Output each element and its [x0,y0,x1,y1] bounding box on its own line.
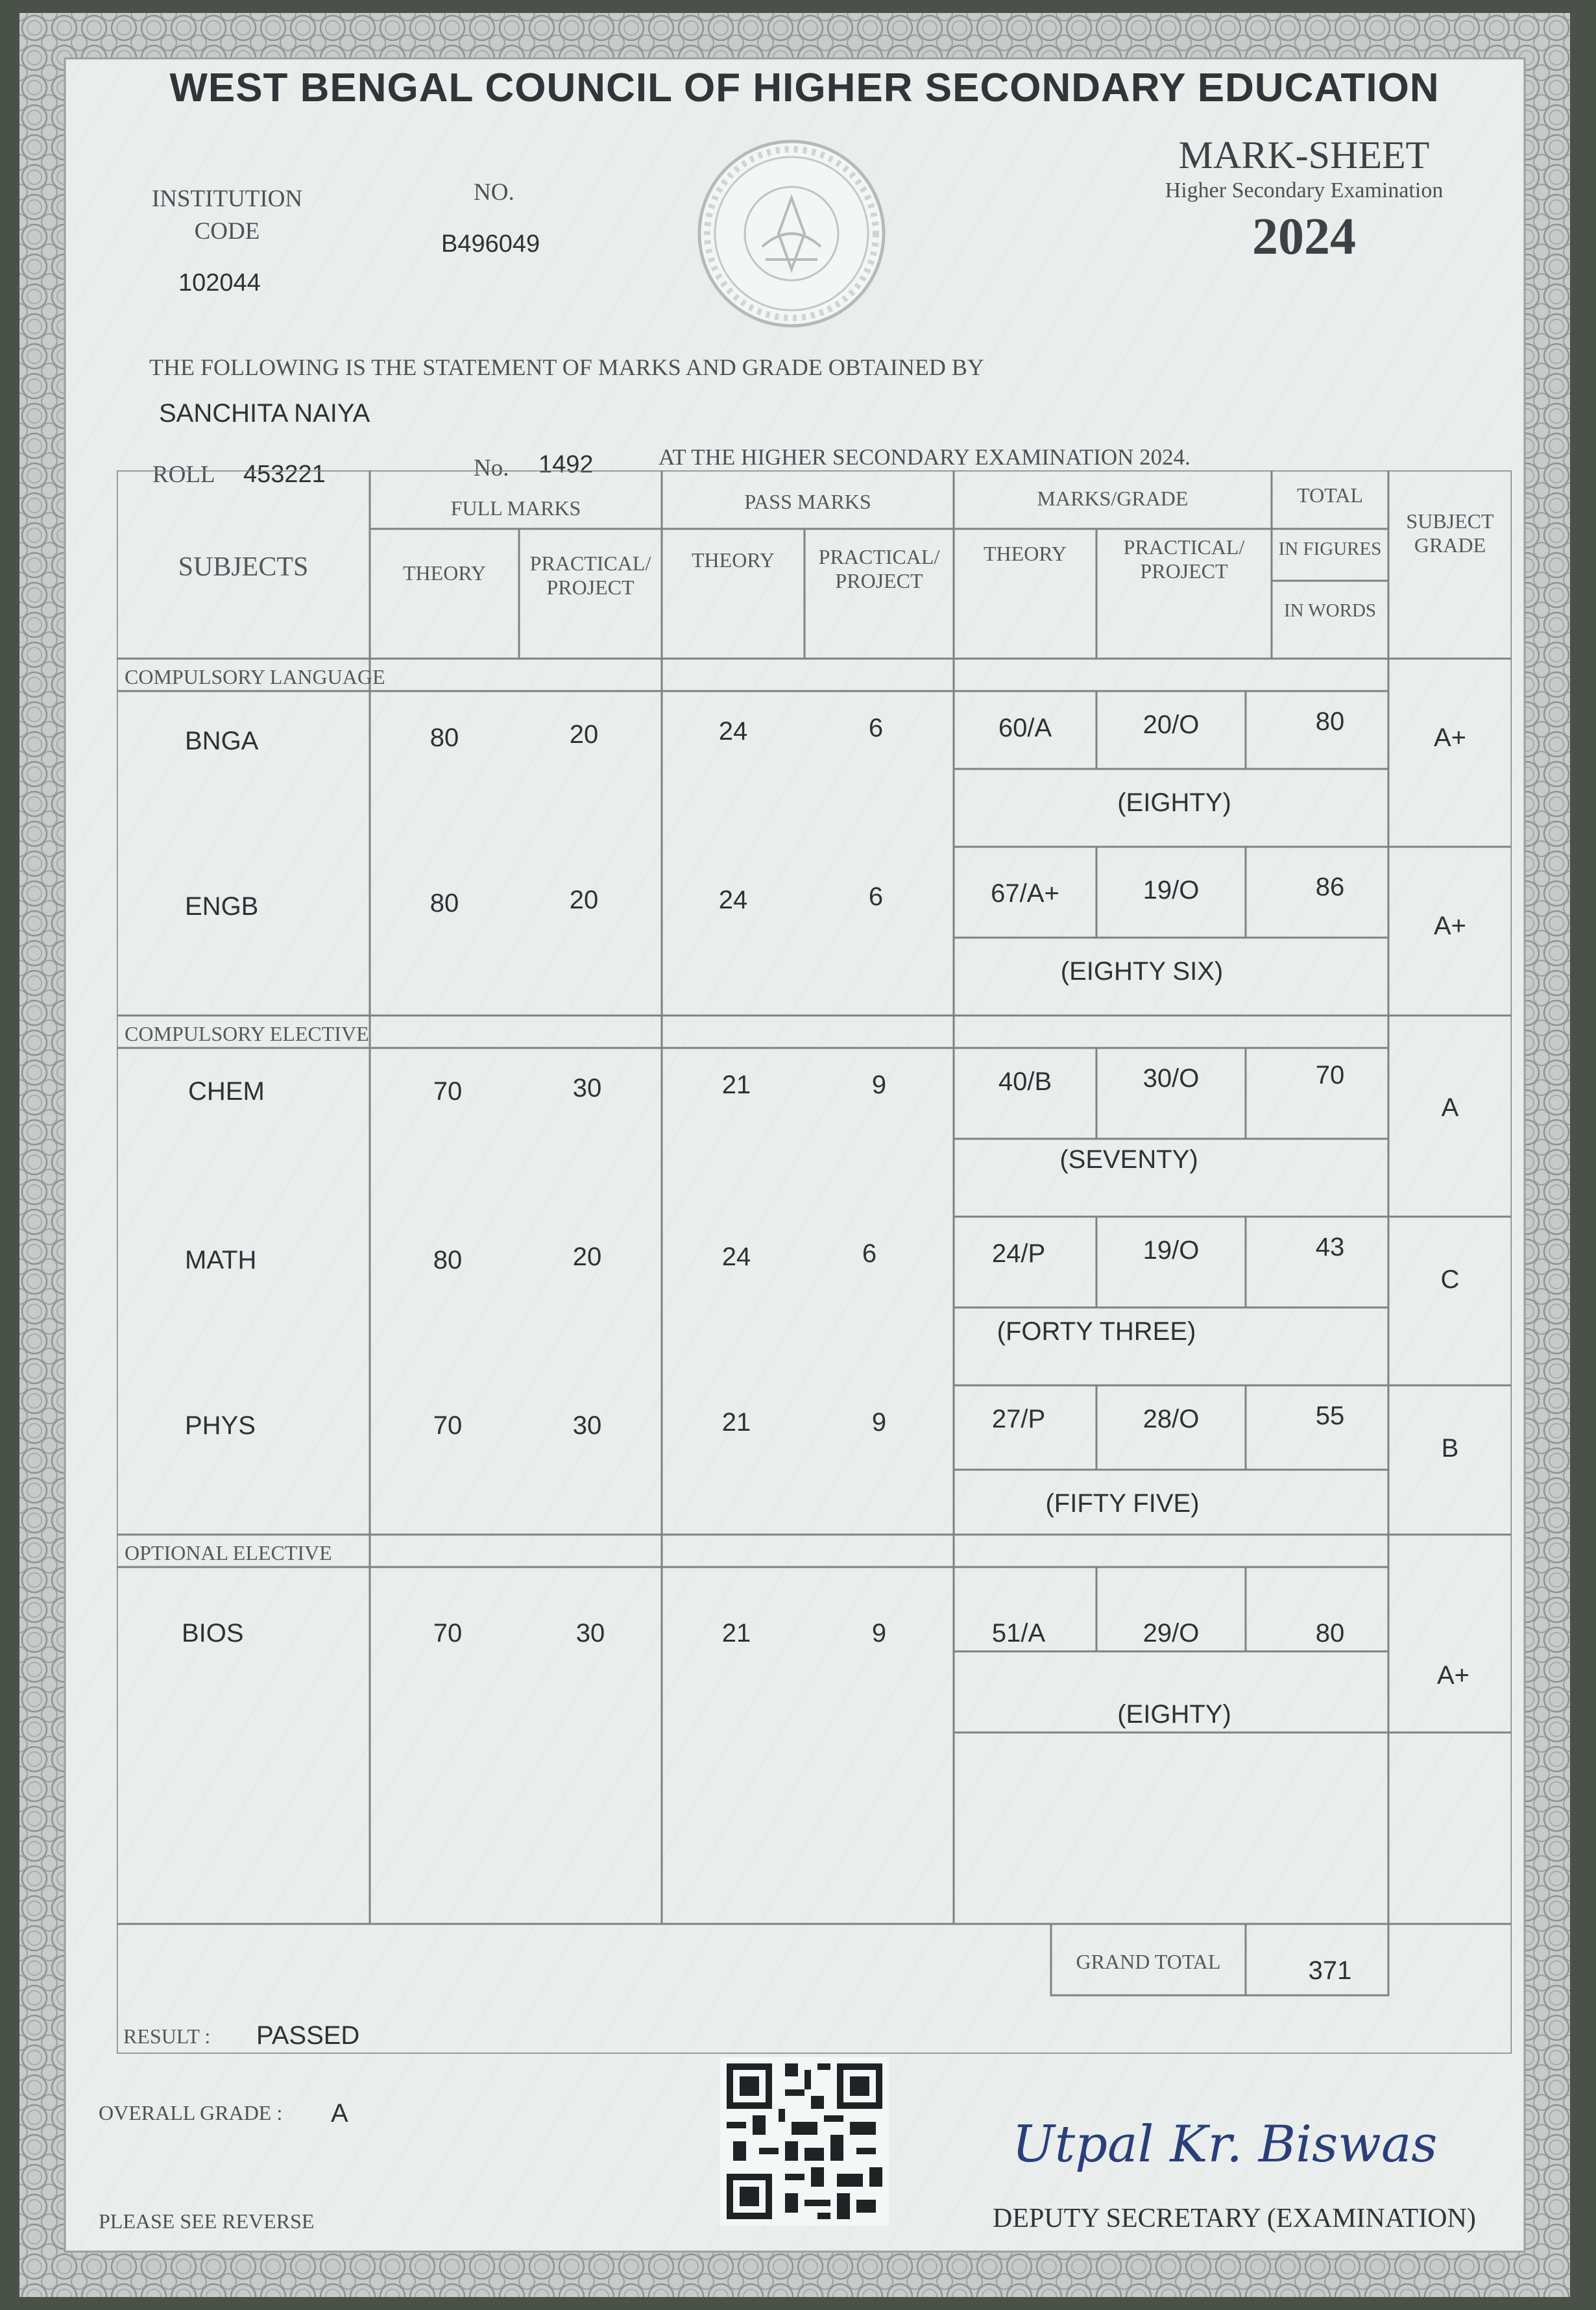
full-theory: 70 [433,1619,463,1647]
exam-year: 2024 [1252,208,1356,265]
reverse-note: PLEASE SEE REVERSE [99,2209,315,2233]
theory-grade: 24/P [991,1239,1046,1268]
pass-practical: 6 [868,882,884,911]
subject-code: BNGA [185,727,259,755]
full-practical: 20 [572,1243,602,1271]
theory-grade: 40/B [998,1067,1052,1096]
full-practical: 30 [572,1411,602,1440]
sheet-no-label: NO. [474,179,514,206]
subject-grade: A+ [1433,723,1467,752]
pass-practical: 9 [871,1619,887,1647]
grand-total: 371 [1308,1956,1352,1985]
overall-grade-label: OVERALL GRADE : [99,2101,283,2124]
header-in-words: IN WORDS [1283,600,1377,621]
header-total: TOTAL [1297,483,1363,507]
student-name: SANCHITA NAIYA [159,399,370,428]
sheet-number: B496049 [441,230,540,258]
subject-grade: B [1441,1434,1459,1463]
practical-grade: 20/O [1143,711,1200,739]
institution-code-label-2: CODE [194,218,260,245]
header-theory: THEORY [984,542,1067,565]
header-subject-grade: SUBJECT GRADE [1406,509,1494,557]
subject-code: PHYS [185,1411,256,1440]
total-figures: 55 [1315,1402,1345,1430]
theory-grade: 60/A [998,714,1052,742]
header-full-practical: PRACTICAL/ PROJECT [529,552,651,599]
header-pass-marks: PASS MARKS [744,490,871,513]
total-figures: 80 [1315,1619,1345,1647]
mark-sheet [19,13,1570,2297]
signatory-title: DEPUTY SECRETARY (EXAMINATION) [993,2204,1476,2233]
full-practical: 30 [575,1619,605,1647]
full-practical: 20 [569,886,599,914]
subject-code: ENGB [185,892,259,921]
section-compulsory-language: COMPULSORY LANGUAGE [125,665,385,688]
full-practical: 30 [572,1074,602,1102]
grand-total-label: GRAND TOTAL [1076,1950,1221,1973]
institution-code: 102044 [178,269,261,297]
theory-grade: 67/A+ [991,879,1059,908]
board-name: WEST BENGAL COUNCIL OF HIGHER SECONDARY EDUCATION [169,66,1440,110]
pass-practical: 6 [868,714,884,742]
exam-name: Higher Secondary Examination [1165,178,1444,202]
result-value: PASSED [256,2021,360,2050]
subject-grade: A+ [1436,1661,1470,1690]
theory-grade: 27/P [991,1405,1046,1433]
subject-grade: A [1441,1093,1459,1122]
signature: Utpal Kr. Biswas [1012,2115,1438,2174]
practical-grade: 30/O [1143,1064,1200,1093]
total-figures: 86 [1315,873,1345,901]
total-words: (SEVENTY) [1059,1145,1198,1174]
pass-practical: 9 [871,1071,887,1099]
practical-grade: 19/O [1143,876,1200,905]
exam-line: AT THE HIGHER SECONDARY EXAMINATION 2024. [659,444,1191,470]
practical-grade: 19/O [1143,1236,1200,1265]
qr-code-icon [720,2057,889,2226]
header-marks-grade: MARKS/GRADE [1037,487,1189,510]
full-practical: 20 [569,720,599,749]
subject-grade: C [1440,1265,1460,1294]
total-words: (EIGHTY SIX) [1060,957,1224,986]
header-subjects: SUBJECTS [178,552,309,582]
total-figures: 80 [1315,707,1345,736]
header-practical: PRACTICAL/ PROJECT [1123,535,1245,583]
total-figures: 43 [1315,1233,1345,1261]
pass-theory: 24 [718,717,748,746]
pass-theory: 24 [721,1243,751,1271]
subject-code: MATH [185,1246,257,1274]
roll-no: 1492 [538,451,594,478]
full-theory: 80 [429,723,459,752]
total-words: (FORTY THREE) [997,1317,1196,1346]
header-in-figures: IN FIGURES [1278,539,1382,559]
full-theory: 70 [433,1411,463,1440]
subject-grade: A+ [1433,912,1467,940]
statement-intro: THE FOLLOWING IS THE STATEMENT OF MARKS AND GRADE OBTAINED BY [149,354,984,380]
pass-practical: 9 [871,1408,887,1437]
header-pass-theory: THEORY [692,548,775,572]
document-type: MARK-SHEET [1178,134,1430,176]
roll-no-label: No. [474,455,509,481]
pass-practical: 6 [862,1239,877,1268]
section-optional-elective: OPTIONAL ELECTIVE [125,1541,332,1564]
total-words: (EIGHTY) [1117,1700,1231,1729]
theory-grade: 51/A [991,1619,1046,1647]
subject-code: BIOS [182,1619,244,1647]
total-figures: 70 [1315,1061,1345,1089]
result-label: RESULT : [123,2024,211,2048]
roll: 453221 [243,461,326,488]
subject-code: CHEM [188,1077,265,1106]
council-seal-icon [694,136,889,331]
practical-grade: 28/O [1143,1405,1200,1433]
pass-theory: 21 [721,1071,751,1099]
header-full-marks: FULL MARKS [450,496,581,520]
marks-table [117,470,1512,2054]
roll-label: ROLL [152,461,215,488]
pass-theory: 21 [721,1619,751,1647]
header-full-theory: THEORY [403,561,486,585]
full-theory: 80 [429,889,459,918]
section-compulsory-elective: COMPULSORY ELECTIVE [125,1022,369,1045]
pass-theory: 21 [721,1408,751,1437]
overall-grade: A [331,2099,348,2128]
full-theory: 70 [433,1077,463,1106]
practical-grade: 29/O [1143,1619,1200,1647]
header-pass-practical: PRACTICAL/ PROJECT [818,545,940,592]
total-words: (FIFTY FIVE) [1045,1489,1200,1518]
institution-code-label-1: INSTITUTION [151,186,303,212]
full-theory: 80 [433,1246,463,1274]
pass-theory: 24 [718,886,748,914]
total-words: (EIGHTY) [1117,788,1231,817]
